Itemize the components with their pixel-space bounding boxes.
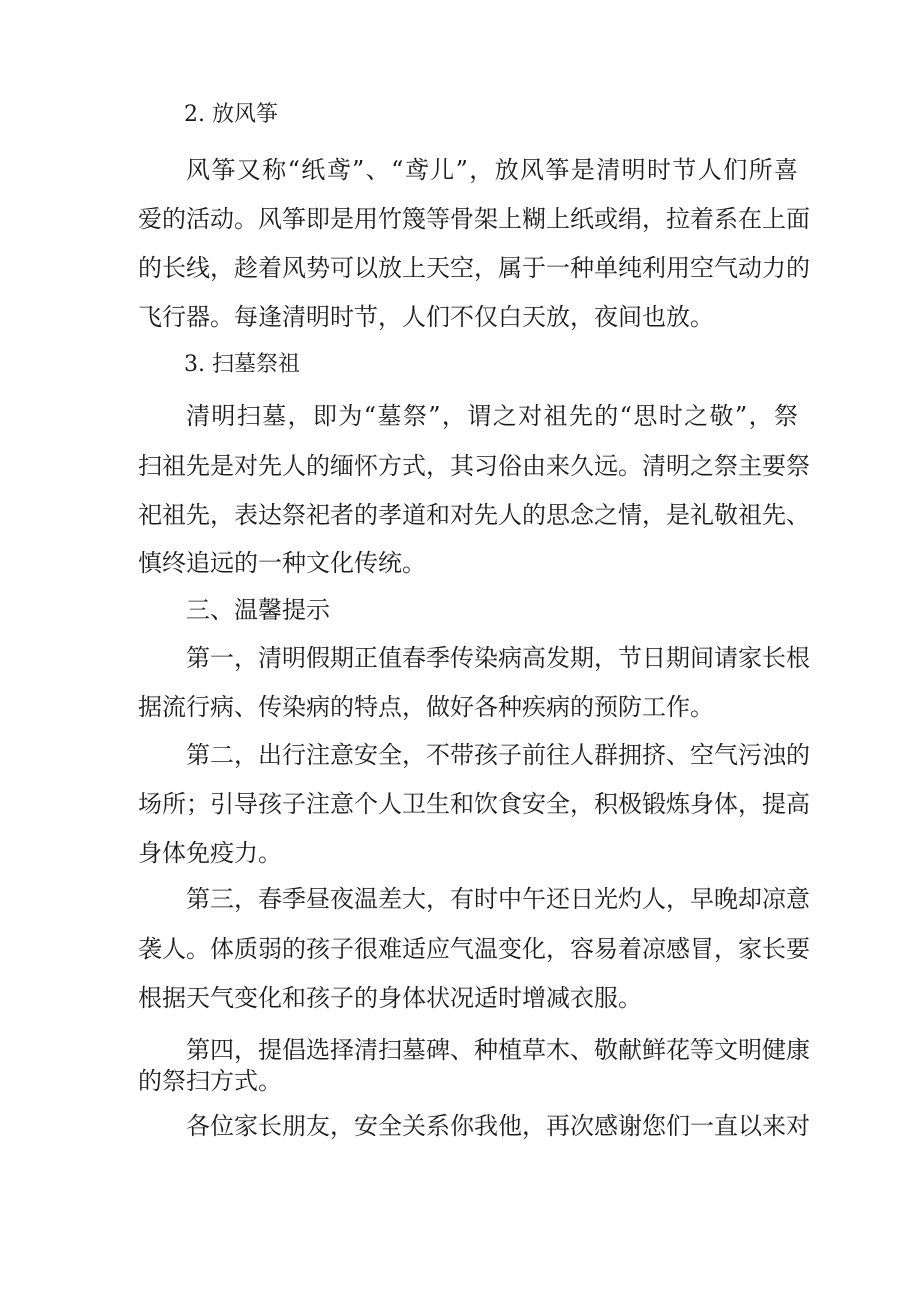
paragraph-line: 第三，春季昼夜温差大，有时中午还日光灼人，早晚却凉意 [186,885,810,913]
paragraph-line: 第二，出行注意安全，不带孩子前往人群拥挤、空气污浊的 [186,741,810,769]
section-heading-tips: 三、温馨提示 [186,596,330,624]
paragraph-line: 身体免疫力。 [138,839,282,867]
paragraph-line: 各位家长朋友，安全关系你我他，再次感谢您们一直以来对 [186,1112,810,1140]
paragraph-line: 据流行病、传染病的特点，做好各种疾病的预防工作。 [138,693,714,721]
paragraph-line: 飞行器。每逢清明时节，人们不仅白天放，夜间也放。 [138,303,714,331]
paragraph-line: 袭人。体质弱的孩子很难适应气温变化，容易着凉感冒，家长要 [138,935,810,963]
paragraph-line: 第四，提倡选择清扫墓碑、种植草木、敬献鲜花等文明健康 [186,1036,810,1064]
paragraph-line: 慎终追远的一种文化传统。 [138,549,426,577]
subheading-kite: 2. 放风筝 [184,102,278,127]
paragraph-line: 的祭扫方式。 [138,1067,282,1095]
paragraph-line: 的长线，趁着风势可以放上天空，属于一种单纯利用空气动力的 [138,254,810,282]
paragraph-line: 祀祖先，表达祭祀者的孝道和对先人的思念之情，是礼敬祖先、 [138,501,810,529]
paragraph-line: 爱的活动。风筝即是用竹篾等骨架上糊上纸或绢，拉着系在上面 [138,205,810,233]
paragraph-line: 场所；引导孩子注意个人卫生和饮食安全，积极锻炼身体，提高 [138,790,810,818]
paragraph-line: 风筝又称“纸鸢”、“鸢儿”，放风筝是清明时节人们所喜 [186,156,798,184]
paragraph-line: 清明扫墓，即为“墓祭”，谓之对祖先的“思时之敬”，祭 [186,402,798,430]
subheading-tomb: 3. 扫墓祭祖 [184,352,300,377]
paragraph-line: 根据天气变化和孩子的身体状况适时增减衣服。 [138,984,642,1012]
paragraph-line: 第一，清明假期正值春季传染病高发期，节日期间请家长根 [186,644,810,672]
paragraph-line: 扫祖先是对先人的缅怀方式，其习俗由来久远。清明之祭主要祭 [138,452,810,480]
